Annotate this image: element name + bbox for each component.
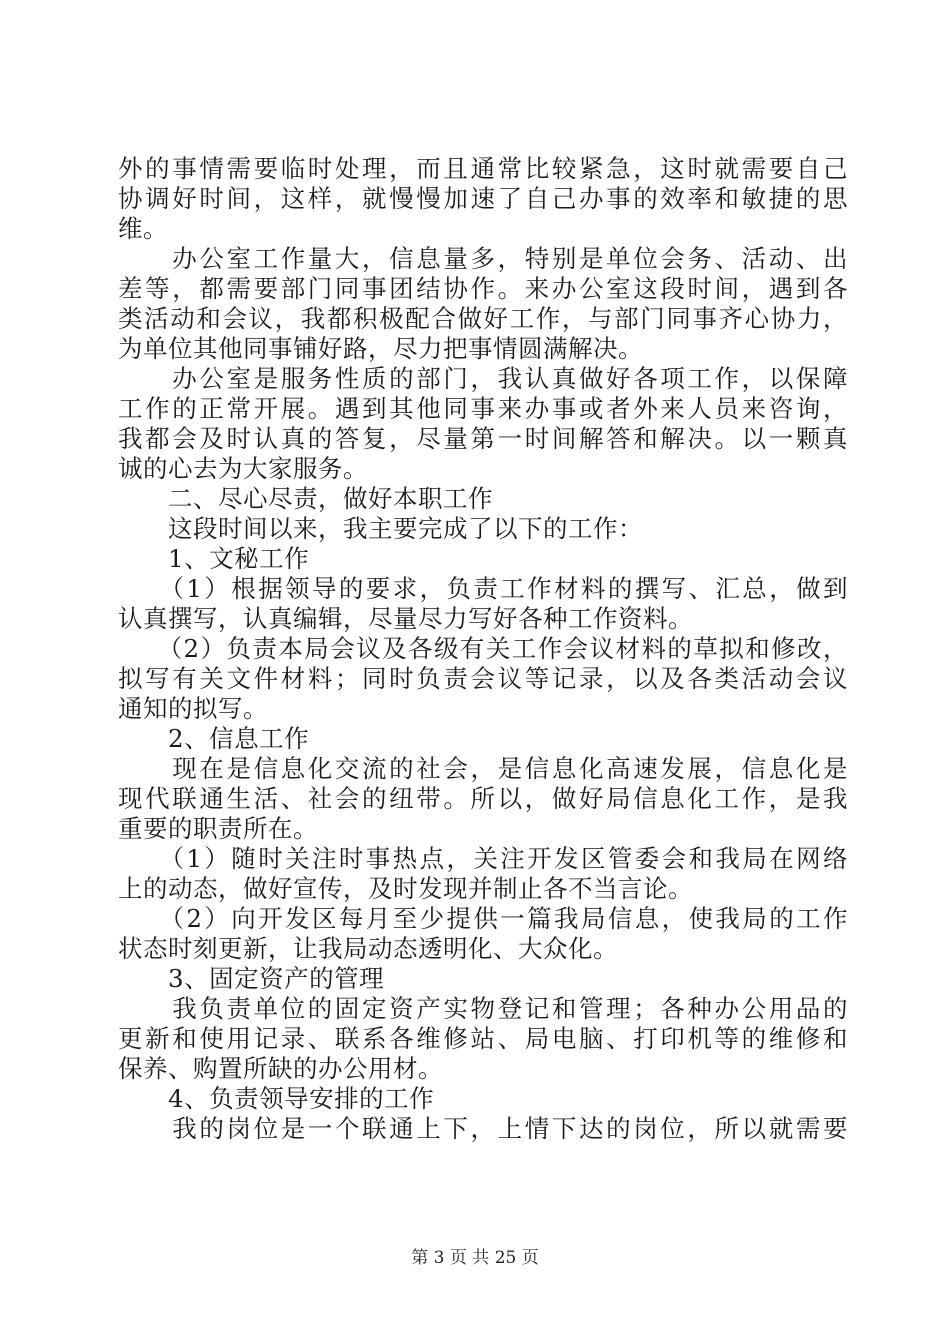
text-line: 上的动态，做好宣传，及时发现并制止各不当言论。 [118, 874, 693, 903]
text-line: 为单位其他同事铺好路，尽力把事情圆满解决。 [118, 334, 643, 363]
text-line: 外的事情需要临时处理，而且通常比较紧急，这时就需要自己 [118, 154, 848, 183]
text-line: （1）根据领导的要求，负责工作材料的撰写、汇总，做到 [118, 574, 848, 603]
text-line: 诚的心去为大家服务。 [118, 454, 368, 483]
text-line: 3、固定资产的管理 [118, 964, 385, 993]
text-line: 二、尽心尽责，做好本职工作 [118, 484, 493, 513]
text-line: 2、信息工作 [118, 724, 310, 753]
document-body [118, 154, 848, 1144]
text-line: 1、文秘工作 [118, 544, 310, 573]
text-line: 维。 [118, 214, 168, 243]
text-line: （2）负责本局会议及各级有关工作会议材料的草拟和修改， [118, 634, 848, 663]
text-line: （2）向开发区每月至少提供一篇我局信息，使我局的工作 [118, 904, 848, 933]
text-line: 保养、购置所缺的办公用材。 [118, 1054, 443, 1083]
page-number-footer: 第 3 页 共 25 页 [411, 1248, 539, 1268]
text-line: 拟写有关文件材料；同时负责会议等记录，以及各类活动会议 [118, 664, 848, 693]
text-line: 工作的正常开展。遇到其他同事来办事或者外来人员来咨询， [118, 394, 848, 423]
text-line: 状态时刻更新，让我局动态透明化、大众化。 [118, 934, 618, 963]
text-line: 通知的拟写。 [118, 694, 268, 723]
text-line: 重要的职责所在。 [118, 814, 318, 843]
text-line: （1）随时关注时事热点，关注开发区管委会和我局在网络 [118, 844, 848, 873]
text-line: 我都会及时认真的答复，尽量第一时间解答和解决。以一颗真 [118, 424, 848, 453]
text-line: 办公室工作量大，信息量多，特别是单位会务、活动、出 [118, 244, 848, 273]
text-line: 4、负责领导安排的工作 [118, 1084, 435, 1113]
text-line: 类活动和会议，我都积极配合做好工作，与部门同事齐心协力， [118, 304, 848, 333]
text-line: 办公室是服务性质的部门，我认真做好各项工作，以保障 [118, 364, 848, 393]
text-line: 差等，都需要部门同事团结协作。来办公室这段时间，遇到各 [118, 274, 848, 303]
text-line: 我负责单位的固定资产实物登记和管理；各种办公用品的 [118, 994, 848, 1023]
text-line: 我的岗位是一个联通上下，上情下达的岗位，所以就需要 [118, 1114, 848, 1143]
text-line: 现代联通生活、社会的纽带。所以，做好局信息化工作，是我 [118, 784, 848, 813]
text-line: 协调好时间，这样，就慢慢加速了自己办事的效率和敏捷的思 [118, 184, 848, 213]
text-line: 认真撰写，认真编辑，尽量尽力写好各种工作资料。 [118, 604, 693, 633]
text-line: 更新和使用记录、联系各维修站、局电脑、打印机等的维修和 [118, 1024, 848, 1053]
text-line: 这段时间以来，我主要完成了以下的工作： [118, 514, 643, 543]
text-line: 现在是信息化交流的社会，是信息化高速发展，信息化是 [118, 754, 848, 783]
